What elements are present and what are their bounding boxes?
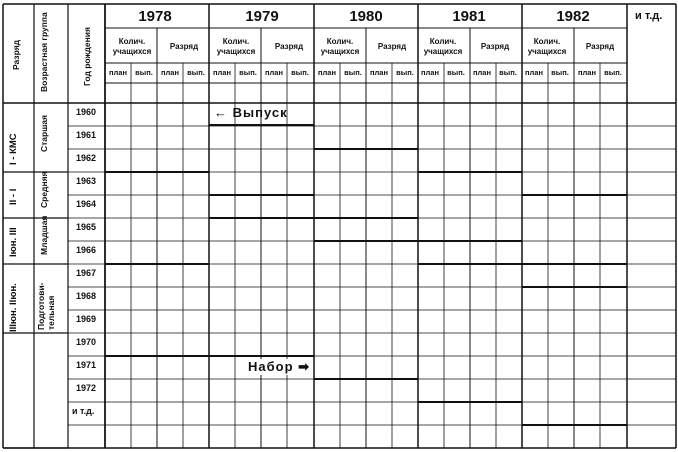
plan-label: план — [265, 68, 283, 77]
age-group-junior: Младшая — [39, 215, 49, 255]
release-annotation: ← Выпуск — [214, 105, 288, 120]
birth-year-1960: 1960 — [76, 107, 97, 117]
plan-label: план — [473, 68, 491, 77]
year-1981: 1981 — [452, 8, 486, 25]
birth-year-1963: 1963 — [76, 176, 97, 186]
plan-label: план — [161, 68, 179, 77]
done-label: вып. — [239, 68, 257, 77]
birth-year-1971: 1971 — [76, 360, 97, 370]
plan-label: план — [318, 68, 336, 77]
done-label: вып. — [447, 68, 465, 77]
subheader-students: Колич. учащихся — [216, 37, 256, 56]
year-1979: 1979 — [245, 8, 279, 25]
rank-iiiun-iiun: IIIюн. IIюн. — [8, 283, 19, 332]
birth-year-1969: 1969 — [76, 314, 97, 324]
birth-year-1967: 1967 — [76, 268, 97, 278]
rank-ii-i: II - I — [8, 188, 19, 205]
birth-year-1970: 1970 — [76, 337, 97, 347]
header-etc: и т.д. — [635, 10, 663, 22]
birth-year-1968: 1968 — [76, 291, 97, 301]
plan-label: план — [525, 68, 543, 77]
birth-year-etc: и т.д. — [72, 406, 95, 416]
done-label: вып. — [291, 68, 309, 77]
subheader-rank: Разряд — [480, 42, 510, 51]
age-group-middle: Средняя — [39, 171, 49, 208]
plan-label: план — [109, 68, 127, 77]
header-rank: Разряд — [11, 39, 21, 70]
subheader-rank: Разряд — [274, 42, 304, 51]
done-label: вып. — [135, 68, 153, 77]
rank-iun-iii: Iюн. III — [8, 227, 19, 257]
subheader-students: Колич. учащихся — [423, 37, 463, 56]
recruit-annotation: Набор ➡ — [248, 359, 311, 374]
age-group-preparatory: Подготови- тельная — [36, 282, 56, 330]
plan-label: план — [213, 68, 231, 77]
done-label: вып. — [604, 68, 622, 77]
birth-year-1962: 1962 — [76, 153, 97, 163]
header-birth-year: Год рождения — [82, 27, 92, 86]
plan-label: план — [421, 68, 439, 77]
done-label: вып. — [396, 68, 414, 77]
subheader-rank: Разряд — [377, 42, 407, 51]
age-group-senior: Старшая — [39, 115, 49, 152]
subheader-students: Колич. учащихся — [112, 37, 152, 56]
done-label: вып. — [187, 68, 205, 77]
done-label: вып. — [499, 68, 517, 77]
plan-label: план — [578, 68, 596, 77]
done-label: вып. — [344, 68, 362, 77]
birth-year-1964: 1964 — [76, 199, 97, 209]
birth-year-1972: 1972 — [76, 383, 97, 393]
birth-year-1966: 1966 — [76, 245, 97, 255]
birth-year-1961: 1961 — [76, 130, 97, 140]
subheader-students: Колич. учащихся — [320, 37, 360, 56]
subheader-rank: Разряд — [169, 42, 199, 51]
done-label: вып. — [551, 68, 569, 77]
plan-label: план — [370, 68, 388, 77]
birth-year-1965: 1965 — [76, 222, 97, 232]
header-age-group: Возрастная группа — [39, 12, 49, 92]
subheader-rank: Разряд — [585, 42, 615, 51]
year-1980: 1980 — [349, 8, 383, 25]
rank-i-kms: I - КМС — [8, 133, 19, 165]
year-1982: 1982 — [556, 8, 590, 25]
year-1978: 1978 — [138, 8, 172, 25]
subheader-students: Колич. учащихся — [527, 37, 567, 56]
